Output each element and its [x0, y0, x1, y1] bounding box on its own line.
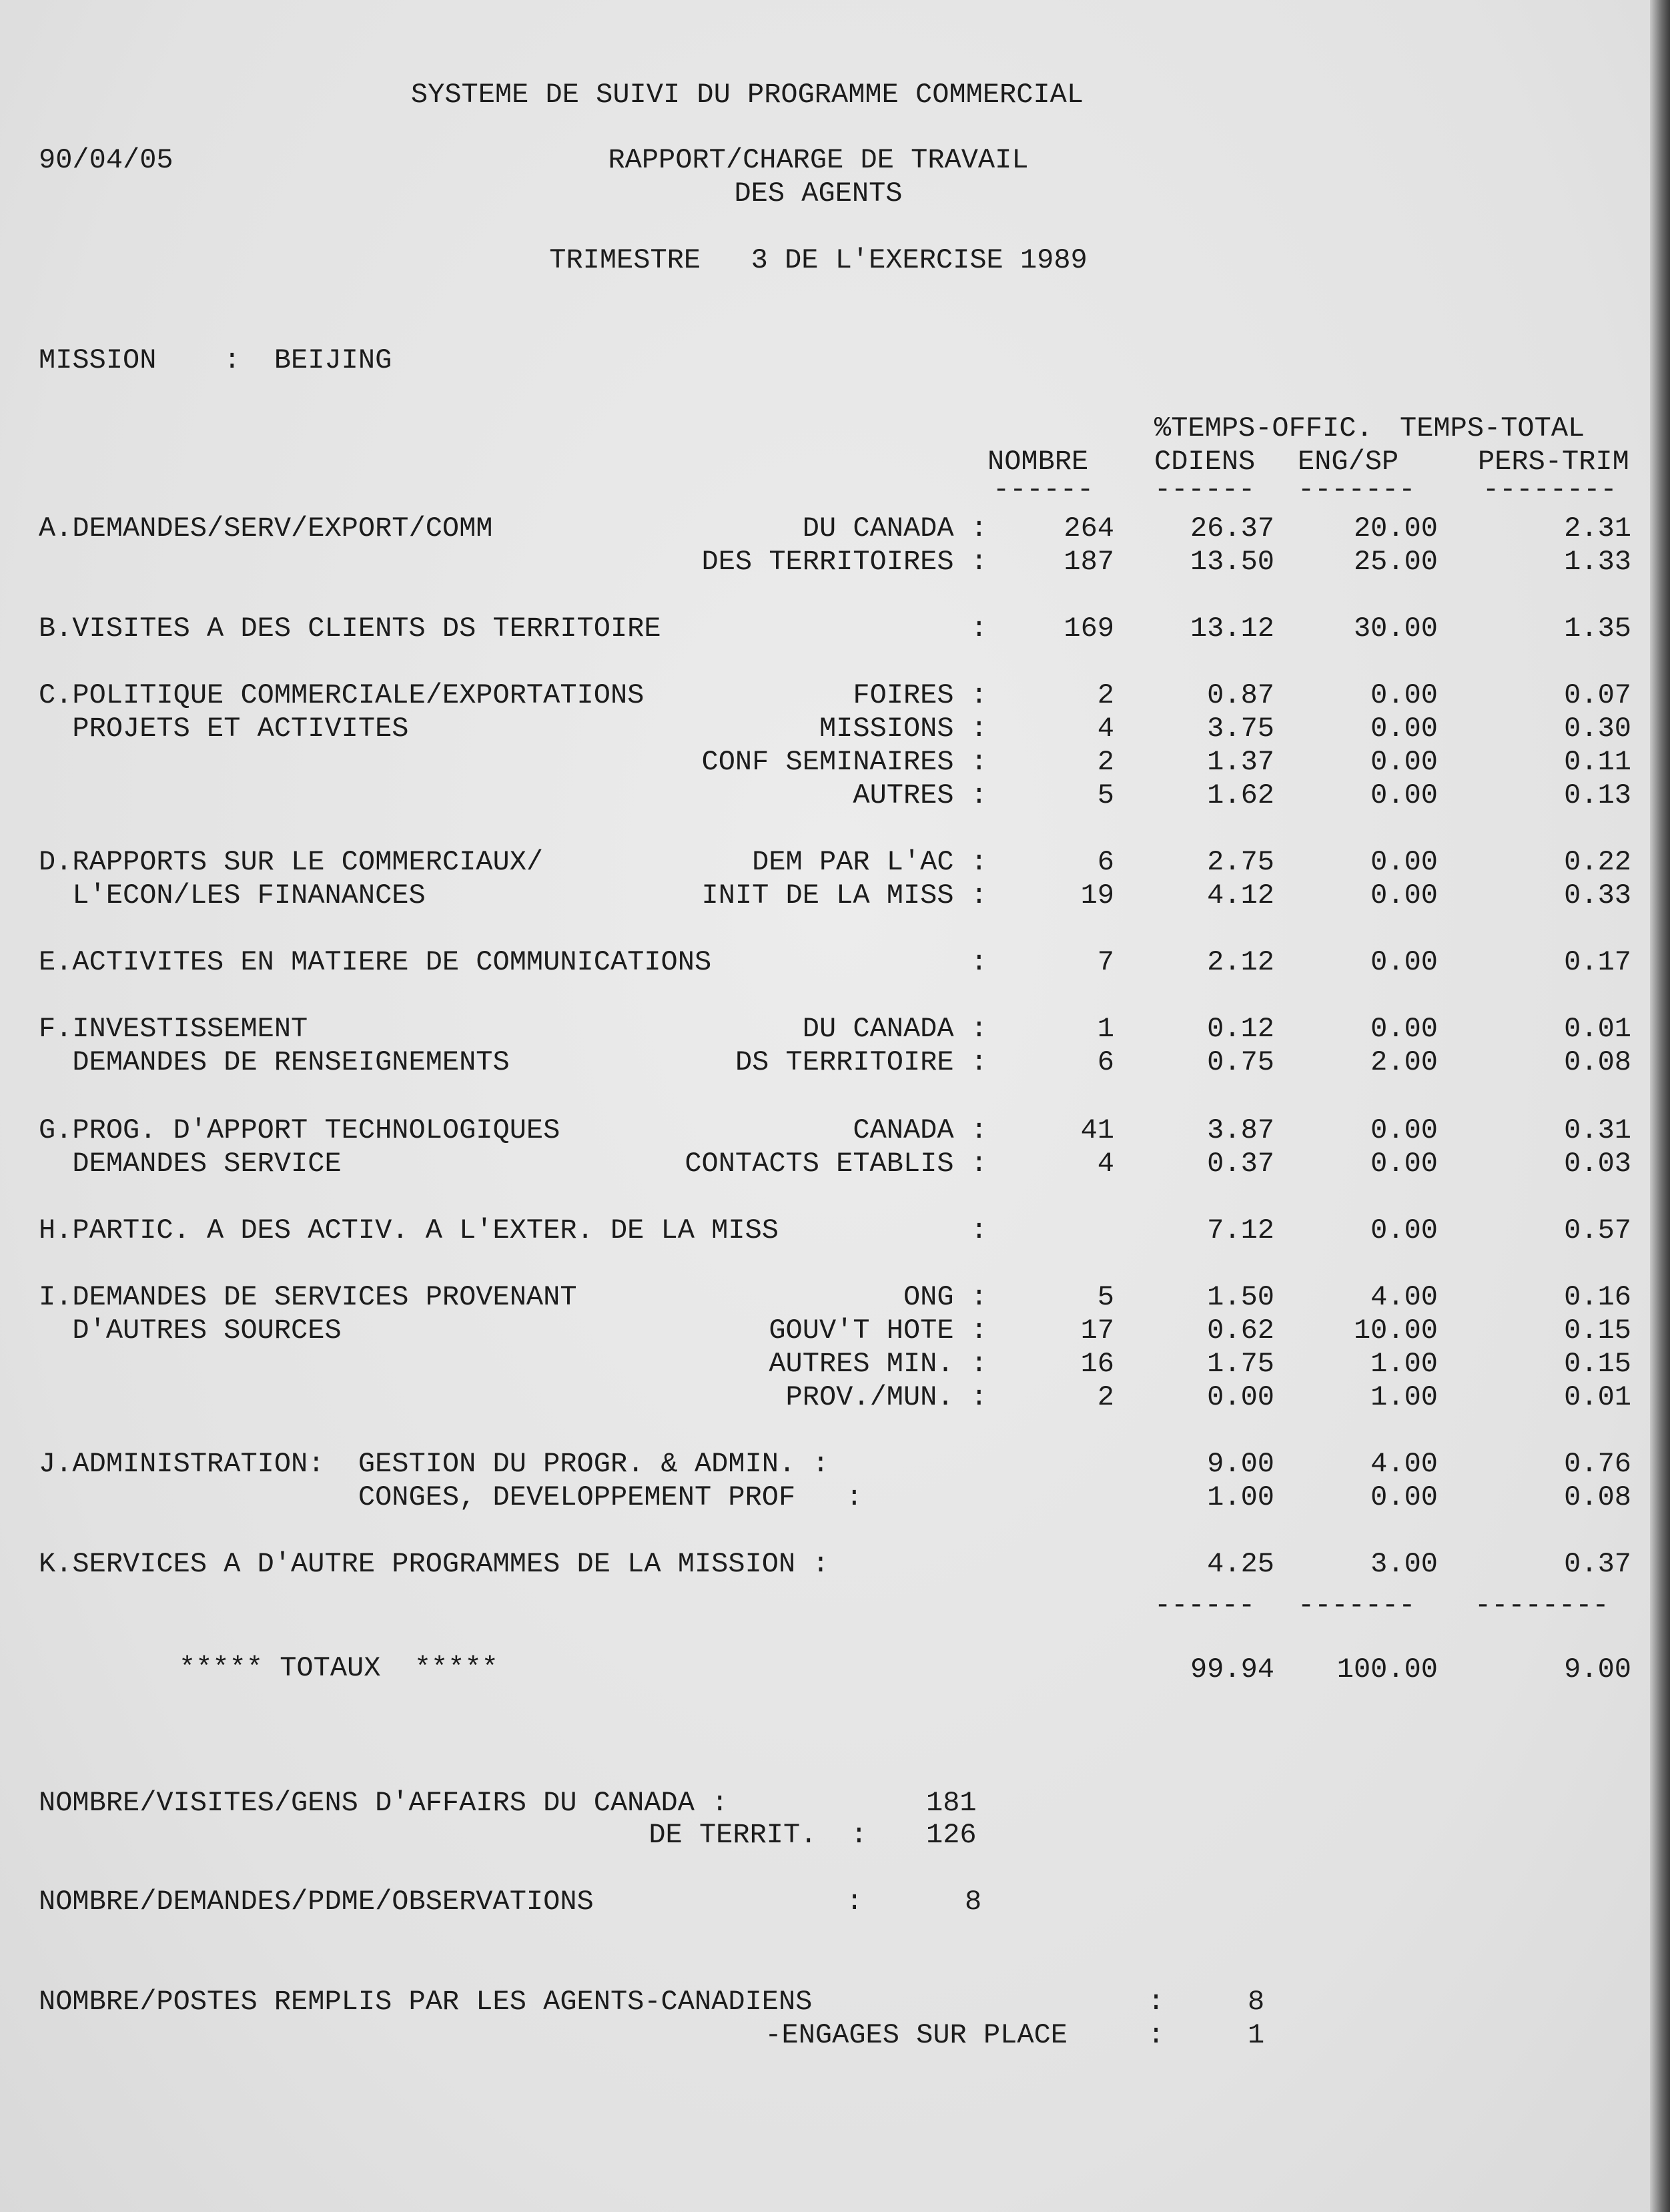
total-rule-cdiens: ------: [1154, 1589, 1256, 1621]
row-cdiens: 1.50: [1207, 1281, 1274, 1313]
row-sublabel: GOUV'T HOTE :: [769, 1315, 987, 1347]
row-cdiens: 2.75: [1207, 846, 1274, 878]
row-engsp: 1.00: [1370, 1381, 1438, 1413]
row-nombre: 2: [1097, 1381, 1114, 1413]
visites-canada-value: 181: [926, 1787, 977, 1819]
row-label: G.PROG. D'APPORT TECHNOLOGIQUES: [39, 1114, 560, 1146]
row-sublabel: DS TERRITOIRE :: [735, 1046, 987, 1078]
row-cdiens: 0.87: [1207, 679, 1274, 711]
row-label: E.ACTIVITES EN MATIERE DE COMMUNICATIONS: [39, 946, 712, 978]
row-sublabel: DEM PAR L'AC :: [752, 846, 987, 878]
row-perstrim: 0.01: [1564, 1013, 1631, 1045]
postes-canadiens-label: NOMBRE/POSTES REMPLIS PAR LES AGENTS-CANADIENS: [39, 1986, 813, 2018]
row-perstrim: 0.08: [1564, 1046, 1631, 1078]
row-engsp: 10.00: [1353, 1315, 1438, 1347]
row-label: C.POLITIQUE COMMERCIALE/EXPORTATIONS: [39, 679, 645, 711]
row-nombre: 5: [1097, 1281, 1114, 1313]
row-label: F.INVESTISSEMENT: [39, 1013, 308, 1045]
row-label: D'AUTRES SOURCES: [39, 1315, 342, 1347]
row-cdiens: 13.12: [1190, 613, 1274, 645]
row-label: K.SERVICES A D'AUTRE PROGRAMMES DE LA MISSION :: [39, 1548, 829, 1580]
demandes-value: 8: [965, 1886, 982, 1918]
row-perstrim: 0.17: [1564, 946, 1631, 978]
total-rule-perstrim: --------: [1475, 1589, 1609, 1621]
row-engsp: 0.00: [1370, 946, 1438, 978]
row-cdiens: 26.37: [1190, 512, 1274, 544]
engages-place-label: -ENGAGES SUR PLACE: [765, 2019, 1068, 2051]
row-sublabel: FOIRES :: [853, 679, 987, 711]
row-cdiens: 0.62: [1207, 1315, 1274, 1347]
engages-place-value: 1: [1248, 2019, 1265, 2051]
row-sublabel: :: [970, 613, 987, 645]
report-period: TRIMESTRE 3 DE L'EXERCISE 1989: [549, 244, 1088, 276]
row-nombre: 2: [1097, 746, 1114, 778]
row-perstrim: 0.11: [1564, 746, 1631, 778]
row-sublabel: CONF SEMINAIRES :: [701, 746, 987, 778]
row-nombre: 187: [1064, 546, 1114, 578]
row-sublabel: DU CANADA :: [802, 1013, 987, 1045]
report-date: 90/04/05: [39, 144, 173, 176]
row-sublabel: INIT DE LA MISS :: [701, 879, 987, 911]
row-sublabel: :: [970, 946, 987, 978]
row-engsp: 1.00: [1370, 1348, 1438, 1380]
row-engsp: 4.00: [1370, 1448, 1438, 1480]
row-nombre: 19: [1080, 879, 1114, 911]
row-perstrim: 1.33: [1564, 546, 1631, 578]
postes-canadiens-value: 8: [1248, 1986, 1265, 2018]
row-perstrim: 0.37: [1564, 1548, 1631, 1580]
row-sublabel: AUTRES MIN. :: [769, 1348, 987, 1380]
row-sublabel: AUTRES :: [853, 779, 987, 811]
col-header-temps-total: TEMPS-TOTAL: [1400, 412, 1585, 444]
totals-label: ***** TOTAUX *****: [179, 1652, 498, 1684]
col-header-temps-offic: %TEMPS-OFFIC.: [1154, 412, 1373, 444]
row-engsp: 0.00: [1370, 779, 1438, 811]
row-label: I.DEMANDES DE SERVICES PROVENANT: [39, 1281, 577, 1313]
row-engsp: 0.00: [1370, 1114, 1438, 1146]
row-label: DEMANDES SERVICE: [39, 1148, 342, 1180]
row-perstrim: 0.76: [1564, 1448, 1631, 1480]
row-sublabel: ONG :: [903, 1281, 987, 1313]
row-nombre: 1: [1097, 1013, 1114, 1045]
row-perstrim: 1.35: [1564, 613, 1631, 645]
demandes-label: NOMBRE/DEMANDES/PDME/OBSERVATIONS: [39, 1886, 594, 1918]
row-engsp: 25.00: [1353, 546, 1438, 578]
row-perstrim: 0.57: [1564, 1214, 1631, 1246]
row-perstrim: 0.07: [1564, 679, 1631, 711]
row-engsp: 0.00: [1370, 1013, 1438, 1045]
row-engsp: 0.00: [1370, 1148, 1438, 1180]
visites-territ-label: DE TERRIT. :: [649, 1819, 867, 1851]
row-nombre: 169: [1064, 613, 1114, 645]
row-sublabel: CONTACTS ETABLIS :: [685, 1148, 987, 1180]
report-title-line2: DES AGENTS: [734, 177, 903, 210]
row-cdiens: 13.50: [1190, 546, 1274, 578]
row-cdiens: 2.12: [1207, 946, 1274, 978]
col-header-engsp: ENG/SP: [1298, 446, 1399, 478]
row-label: PROJETS ET ACTIVITES: [39, 713, 409, 745]
row-label: H.PARTIC. A DES ACTIV. A L'EXTER. DE LA MISS: [39, 1214, 779, 1246]
row-engsp: 0.00: [1370, 1214, 1438, 1246]
row-sublabel: DES TERRITOIRES :: [701, 546, 987, 578]
row-engsp: 20.00: [1353, 512, 1438, 544]
row-engsp: 30.00: [1353, 613, 1438, 645]
row-engsp: 2.00: [1370, 1046, 1438, 1078]
col-rule-perstrim: --------: [1483, 474, 1617, 506]
row-nombre: 16: [1080, 1348, 1114, 1380]
row-cdiens: 0.37: [1207, 1148, 1274, 1180]
visites-territ-value: 126: [926, 1819, 977, 1851]
row-cdiens: 0.12: [1207, 1013, 1274, 1045]
row-label: A.DEMANDES/SERV/EXPORT/COMM: [39, 512, 493, 544]
row-engsp: 4.00: [1370, 1281, 1438, 1313]
row-perstrim: 0.01: [1564, 1381, 1631, 1413]
row-label: DEMANDES DE RENSEIGNEMENTS: [39, 1046, 510, 1078]
row-engsp: 3.00: [1370, 1548, 1438, 1580]
row-engsp: 0.00: [1370, 679, 1438, 711]
row-nombre: 2: [1097, 679, 1114, 711]
total-rule-engsp: -------: [1298, 1589, 1416, 1621]
row-cdiens: 0.75: [1207, 1046, 1274, 1078]
row-perstrim: 0.08: [1564, 1481, 1631, 1513]
row-nombre: 264: [1064, 512, 1114, 544]
row-nombre: 4: [1097, 1148, 1114, 1180]
row-cdiens: 4.25: [1207, 1548, 1274, 1580]
row-engsp: 0.00: [1370, 1481, 1438, 1513]
totals-perstrim: 9.00: [1564, 1653, 1631, 1686]
col-header-cdiens: CDIENS: [1154, 446, 1256, 478]
row-cdiens: 9.00: [1207, 1448, 1274, 1480]
row-cdiens: 0.00: [1207, 1381, 1274, 1413]
row-engsp: 0.00: [1370, 713, 1438, 745]
row-perstrim: 0.15: [1564, 1348, 1631, 1380]
totals-cdiens: 99.94: [1190, 1653, 1274, 1686]
row-label: CONGES, DEVELOPPEMENT PROF :: [39, 1481, 863, 1513]
row-engsp: 0.00: [1370, 846, 1438, 878]
scanner-edge-shadow: [1650, 0, 1670, 2212]
row-cdiens: 1.00: [1207, 1481, 1274, 1513]
col-header-nombre: NOMBRE: [987, 446, 1089, 478]
totals-engsp: 100.00: [1336, 1653, 1438, 1686]
row-nombre: 41: [1080, 1114, 1114, 1146]
report-title-line1: RAPPORT/CHARGE DE TRAVAIL: [608, 144, 1029, 176]
row-perstrim: 0.30: [1564, 713, 1631, 745]
row-cdiens: 4.12: [1207, 879, 1274, 911]
row-perstrim: 0.22: [1564, 846, 1631, 878]
row-label: J.ADMINISTRATION: GESTION DU PROGR. & ADMIN. :: [39, 1448, 829, 1480]
mission-label: MISSION : BEIJING: [39, 344, 392, 376]
col-header-perstrim: PERS-TRIM: [1478, 446, 1629, 478]
system-title: SYSTEME DE SUIVI DU PROGRAMME COMMERCIAL: [410, 79, 1084, 111]
row-cdiens: 1.62: [1207, 779, 1274, 811]
row-perstrim: 0.33: [1564, 879, 1631, 911]
row-cdiens: 3.87: [1207, 1114, 1274, 1146]
row-engsp: 0.00: [1370, 879, 1438, 911]
col-rule-nombre: ------: [993, 474, 1094, 506]
row-perstrim: 0.31: [1564, 1114, 1631, 1146]
engages-place-colon: :: [1148, 2019, 1165, 2051]
row-nombre: 7: [1097, 946, 1114, 978]
row-engsp: 0.00: [1370, 746, 1438, 778]
row-sublabel: CANADA :: [853, 1114, 987, 1146]
row-perstrim: 0.16: [1564, 1281, 1631, 1313]
row-sublabel: PROV./MUN. :: [785, 1381, 987, 1413]
postes-canadiens-colon: :: [1148, 1986, 1165, 2018]
row-cdiens: 1.37: [1207, 746, 1274, 778]
row-label: B.VISITES A DES CLIENTS DS TERRITOIRE: [39, 613, 661, 645]
visites-canada-label: NOMBRE/VISITES/GENS D'AFFAIRS DU CANADA :: [39, 1787, 729, 1819]
row-sublabel: DU CANADA :: [802, 512, 987, 544]
row-nombre: 4: [1097, 713, 1114, 745]
row-sublabel: MISSIONS :: [819, 713, 987, 745]
row-perstrim: 2.31: [1564, 512, 1631, 544]
demandes-colon: :: [846, 1886, 863, 1918]
row-cdiens: 3.75: [1207, 713, 1274, 745]
row-perstrim: 0.15: [1564, 1315, 1631, 1347]
col-rule-cdiens: ------: [1154, 474, 1256, 506]
row-nombre: 6: [1097, 846, 1114, 878]
col-rule-engsp: -------: [1298, 474, 1416, 506]
row-nombre: 6: [1097, 1046, 1114, 1078]
row-nombre: 5: [1097, 779, 1114, 811]
row-label: D.RAPPORTS SUR LE COMMERCIAUX/: [39, 846, 544, 878]
row-cdiens: 7.12: [1207, 1214, 1274, 1246]
row-perstrim: 0.03: [1564, 1148, 1631, 1180]
row-label: L'ECON/LES FINANANCES: [39, 879, 426, 911]
row-nombre: 17: [1080, 1315, 1114, 1347]
row-sublabel: :: [970, 1214, 987, 1246]
row-perstrim: 0.13: [1564, 779, 1631, 811]
row-cdiens: 1.75: [1207, 1348, 1274, 1380]
